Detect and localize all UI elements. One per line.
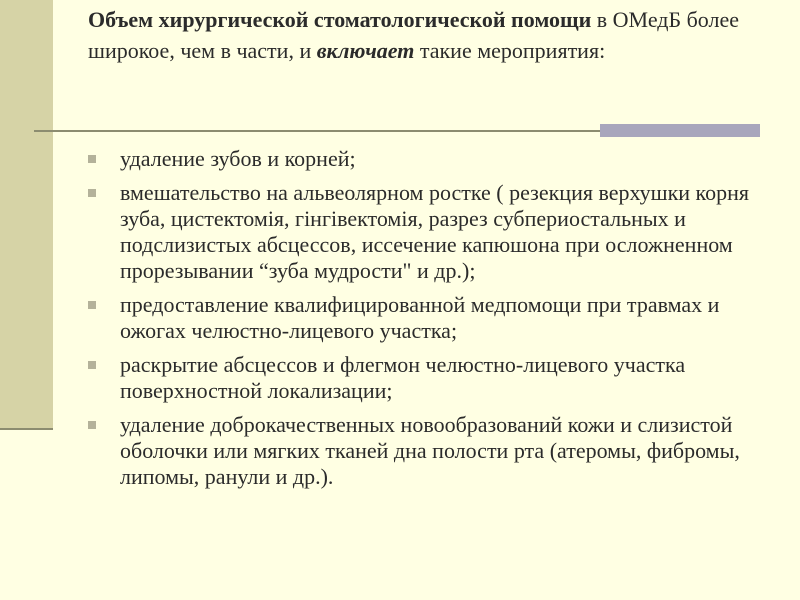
list-item bbox=[88, 292, 768, 344]
list-item bbox=[88, 146, 768, 172]
square-bullet-icon bbox=[88, 155, 96, 163]
square-bullet-icon bbox=[88, 189, 96, 197]
title-regular-part-2: такие мероприятия: bbox=[414, 38, 606, 63]
bullet-text: вмешательство на альвеолярном ростке ( резекция верхушки корня зуба, цистектомія, гінгівектомія, разрез субпериостальных и подслизистых абсцессов, иссечение капюшона при осложненном прорезывании “зуба мудрости" и др.); bbox=[120, 180, 750, 283]
square-bullet-icon bbox=[88, 361, 96, 369]
title-emphasis-part: включает bbox=[316, 38, 415, 63]
title-divider-block bbox=[600, 124, 760, 137]
side-accent-underline bbox=[0, 428, 53, 430]
list-item bbox=[88, 180, 768, 284]
list-item bbox=[88, 352, 768, 404]
bullet-text: раскрытие абсцессов и флегмон челюстно-лицевого участка поверхностной локализации; bbox=[120, 352, 686, 403]
side-accent-bar bbox=[0, 0, 53, 428]
title-bold-part: Объем хирургической стоматологической помощи bbox=[88, 7, 592, 32]
bullet-text: удаление зубов и корней; bbox=[120, 146, 356, 171]
square-bullet-icon bbox=[88, 301, 96, 309]
bullet-text: предоставление квалифицированной медпомощи при травмах и ожогах челюстно-лицевого участка; bbox=[120, 292, 720, 343]
title-divider-line bbox=[34, 130, 600, 132]
square-bullet-icon bbox=[88, 421, 96, 429]
title-regular-part-1: в ОМедБ более широкое, чем в части, и bbox=[88, 7, 740, 63]
bullet-list bbox=[88, 146, 768, 498]
bullet-text: удаление доброкачественных новообразований кожи и слизистой оболочки или мягких тканей дна полости рта (атеромы, фибромы, липомы, ранули и др.). bbox=[120, 412, 740, 489]
slide-title bbox=[88, 4, 778, 66]
list-item bbox=[88, 412, 768, 490]
